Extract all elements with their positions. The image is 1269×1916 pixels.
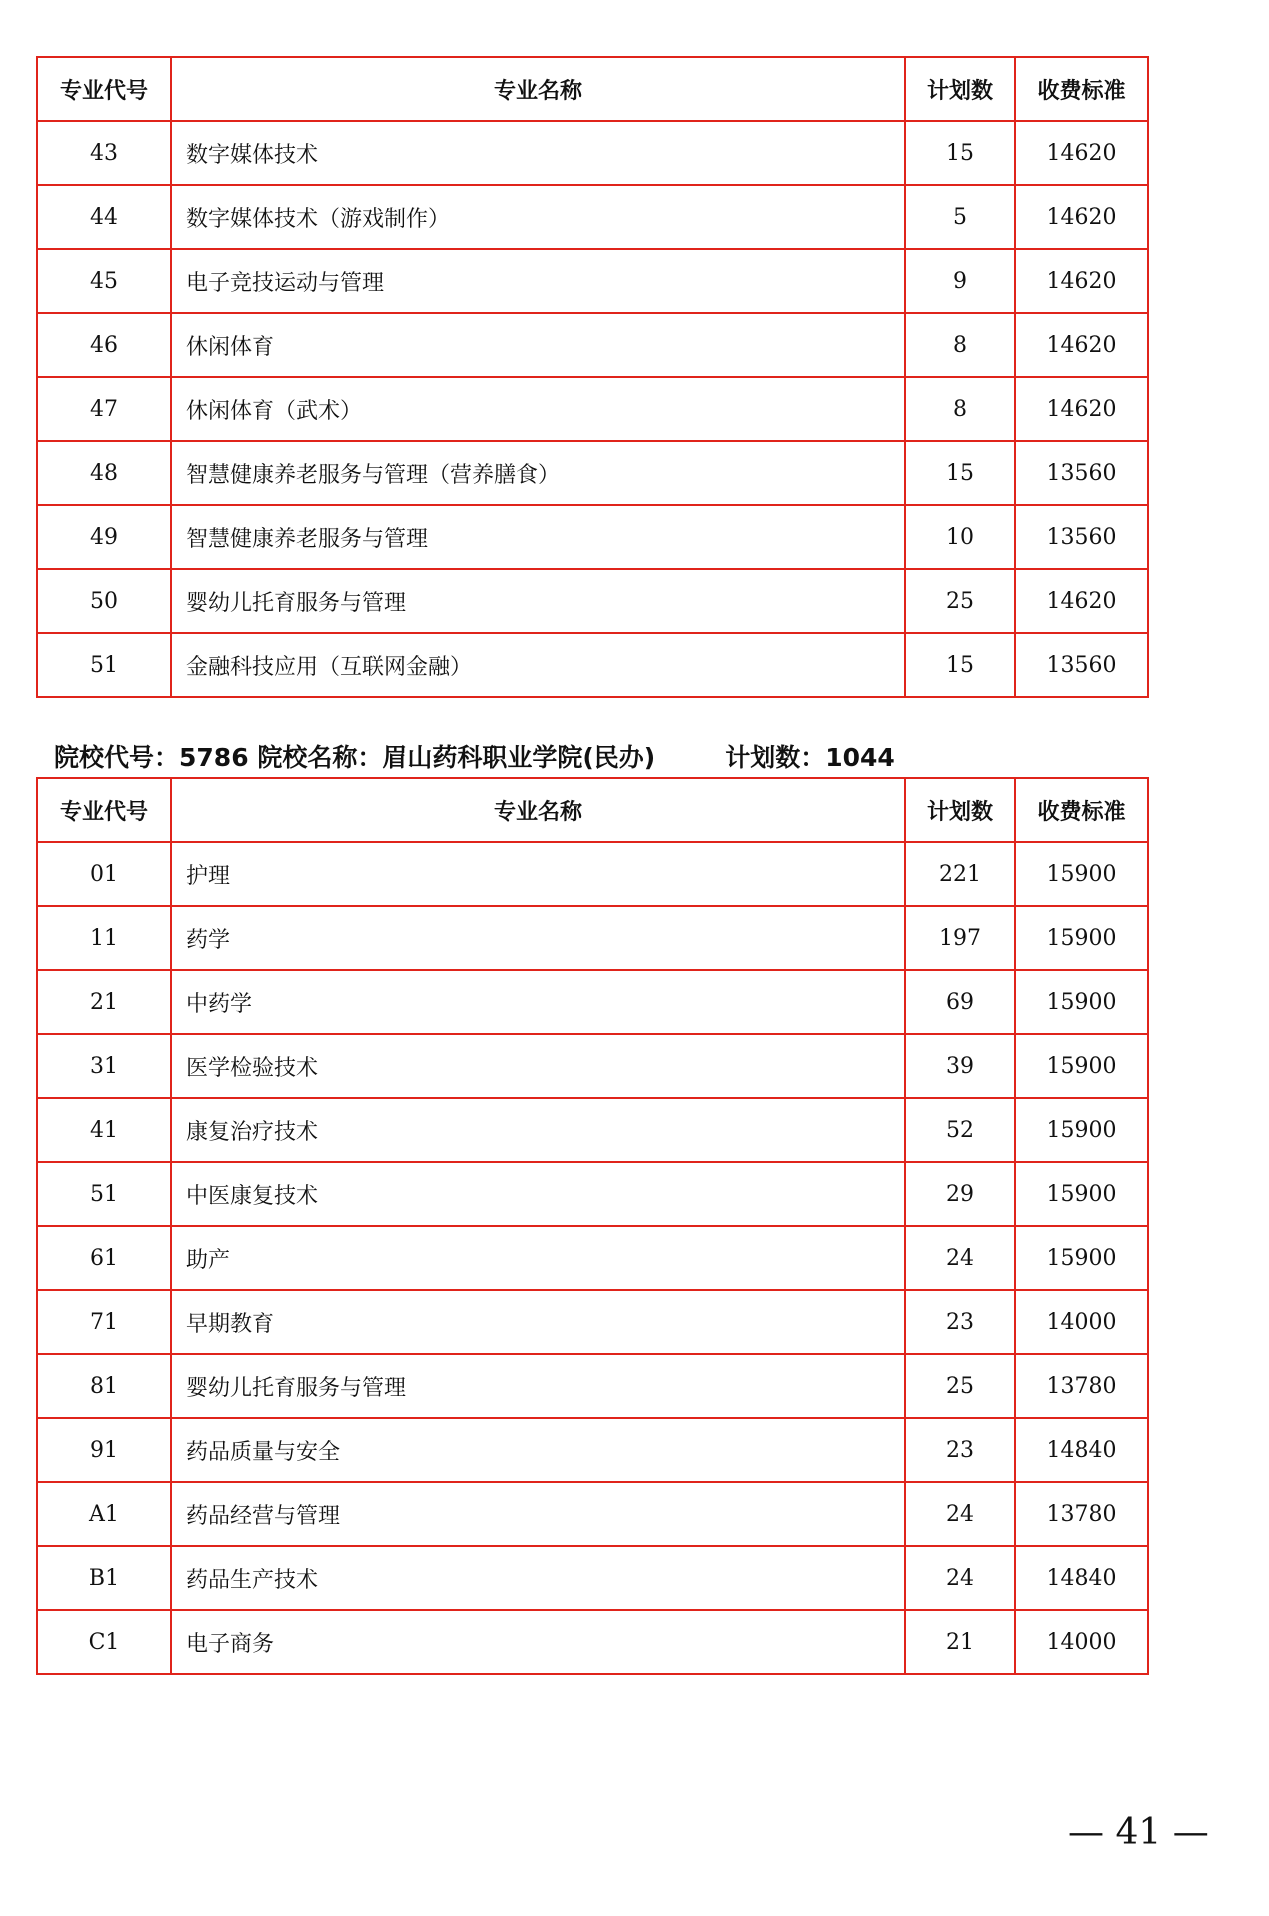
- table-row: [37, 505, 1148, 569]
- table-row: [37, 1226, 1148, 1290]
- major-name-cell: 护理: [171, 842, 905, 906]
- table-row: [37, 1418, 1148, 1482]
- major-name-cell: 数字媒体技术: [171, 121, 905, 185]
- table-row: [37, 569, 1148, 633]
- plan-count-cell: 8: [905, 377, 1015, 441]
- plan-count-cell: 52: [905, 1098, 1015, 1162]
- major-name-cell: 智慧健康养老服务与管理: [171, 505, 905, 569]
- fee-cell: 15900: [1015, 906, 1148, 970]
- table-row: [37, 249, 1148, 313]
- major-name-cell: 智慧健康养老服务与管理（营养膳食）: [171, 441, 905, 505]
- major-name-cell: 中药学: [171, 970, 905, 1034]
- major-code-cell: 81: [37, 1354, 171, 1418]
- major-code-cell: 91: [37, 1418, 171, 1482]
- header-code: 专业代号: [37, 778, 171, 842]
- major-code-cell: 11: [37, 906, 171, 970]
- school-plan-label: 计划数：: [725, 743, 826, 772]
- school-name: 眉山药科职业学院(民办): [382, 743, 656, 772]
- table-row: [37, 1034, 1148, 1098]
- fee-cell: 14840: [1015, 1546, 1148, 1610]
- major-code-cell: 48: [37, 441, 171, 505]
- major-name-cell: 电子商务: [171, 1610, 905, 1674]
- plan-count-cell: 23: [905, 1290, 1015, 1354]
- fee-cell: 15900: [1015, 1034, 1148, 1098]
- plan-count-cell: 25: [905, 569, 1015, 633]
- major-code-cell: 01: [37, 842, 171, 906]
- major-code-cell: 44: [37, 185, 171, 249]
- plan-count-cell: 8: [905, 313, 1015, 377]
- fee-cell: 15900: [1015, 1226, 1148, 1290]
- major-name-cell: 婴幼儿托育服务与管理: [171, 569, 905, 633]
- fee-cell: 15900: [1015, 842, 1148, 906]
- plan-count-cell: 25: [905, 1354, 1015, 1418]
- header-plan: 计划数: [905, 778, 1015, 842]
- header-fee: 收费标准: [1015, 57, 1148, 121]
- fee-cell: 15900: [1015, 1098, 1148, 1162]
- fee-cell: 14620: [1015, 569, 1148, 633]
- table-row: [37, 313, 1148, 377]
- plan-count-cell: 15: [905, 121, 1015, 185]
- fee-cell: 14620: [1015, 313, 1148, 377]
- plan-count-cell: 39: [905, 1034, 1015, 1098]
- major-name-cell: 中医康复技术: [171, 1162, 905, 1226]
- major-code-cell: C1: [37, 1610, 171, 1674]
- major-name-cell: 休闲体育（武术）: [171, 377, 905, 441]
- major-code-cell: 31: [37, 1034, 171, 1098]
- major-name-cell: 金融科技应用（互联网金融）: [171, 633, 905, 697]
- fee-cell: 14000: [1015, 1290, 1148, 1354]
- major-code-cell: 41: [37, 1098, 171, 1162]
- plan-count-cell: 15: [905, 633, 1015, 697]
- fee-cell: 13780: [1015, 1482, 1148, 1546]
- table-row: [37, 842, 1148, 906]
- plan-count-cell: 29: [905, 1162, 1015, 1226]
- plan-count-cell: 5: [905, 185, 1015, 249]
- table-row: [37, 970, 1148, 1034]
- major-table-2: [36, 777, 1149, 1675]
- fee-cell: 13560: [1015, 441, 1148, 505]
- header-fee: 收费标准: [1015, 778, 1148, 842]
- fee-cell: 14620: [1015, 121, 1148, 185]
- major-code-cell: 45: [37, 249, 171, 313]
- plan-count-cell: 10: [905, 505, 1015, 569]
- major-name-cell: 电子竞技运动与管理: [171, 249, 905, 313]
- table-row: [37, 1546, 1148, 1610]
- plan-count-cell: 15: [905, 441, 1015, 505]
- table-row: [37, 1354, 1148, 1418]
- table-row: [37, 1290, 1148, 1354]
- school-code-label: 院校代号：: [54, 743, 180, 772]
- major-name-cell: 药品质量与安全: [171, 1418, 905, 1482]
- major-code-cell: 46: [37, 313, 171, 377]
- major-code-cell: 50: [37, 569, 171, 633]
- table-row: [37, 441, 1148, 505]
- fee-cell: 14620: [1015, 377, 1148, 441]
- table-row: [37, 1162, 1148, 1226]
- fee-cell: 13560: [1015, 505, 1148, 569]
- table-row: [37, 1610, 1148, 1674]
- fee-cell: 14620: [1015, 249, 1148, 313]
- plan-count-cell: 197: [905, 906, 1015, 970]
- plan-count-cell: 21: [905, 1610, 1015, 1674]
- plan-count-cell: 221: [905, 842, 1015, 906]
- major-name-cell: 休闲体育: [171, 313, 905, 377]
- plan-count-cell: 24: [905, 1482, 1015, 1546]
- major-code-cell: 51: [37, 1162, 171, 1226]
- major-name-cell: 医学检验技术: [171, 1034, 905, 1098]
- plan-count-cell: 69: [905, 970, 1015, 1034]
- major-name-cell: 助产: [171, 1226, 905, 1290]
- fee-cell: 13780: [1015, 1354, 1148, 1418]
- plan-count-cell: 23: [905, 1418, 1015, 1482]
- school-info-line: [54, 738, 895, 774]
- major-code-cell: 43: [37, 121, 171, 185]
- table-row: [37, 1098, 1148, 1162]
- fee-cell: 14000: [1015, 1610, 1148, 1674]
- table-row: [37, 121, 1148, 185]
- plan-count-cell: 9: [905, 249, 1015, 313]
- table-row: [37, 633, 1148, 697]
- fee-cell: 14620: [1015, 185, 1148, 249]
- table-row: [37, 906, 1148, 970]
- table-1-body: [37, 121, 1148, 697]
- major-name-cell: 药学: [171, 906, 905, 970]
- table-header-row: [37, 778, 1148, 842]
- table-2-body: [37, 842, 1148, 1674]
- major-table-1: [36, 56, 1149, 698]
- major-code-cell: 47: [37, 377, 171, 441]
- major-code-cell: A1: [37, 1482, 171, 1546]
- table-row: [37, 185, 1148, 249]
- major-code-cell: 71: [37, 1290, 171, 1354]
- fee-cell: 14840: [1015, 1418, 1148, 1482]
- major-name-cell: 药品经营与管理: [171, 1482, 905, 1546]
- plan-count-cell: 24: [905, 1546, 1015, 1610]
- page-number: — 41 —: [1068, 1812, 1209, 1853]
- plan-count-cell: 24: [905, 1226, 1015, 1290]
- table-header-row: [37, 57, 1148, 121]
- major-code-cell: 61: [37, 1226, 171, 1290]
- school-code: 5786: [179, 743, 249, 772]
- major-name-cell: 早期教育: [171, 1290, 905, 1354]
- major-name-cell: 康复治疗技术: [171, 1098, 905, 1162]
- major-name-cell: 婴幼儿托育服务与管理: [171, 1354, 905, 1418]
- school-name-label: 院校名称：: [257, 743, 383, 772]
- header-plan: 计划数: [905, 57, 1015, 121]
- header-name: 专业名称: [171, 778, 905, 842]
- major-code-cell: 49: [37, 505, 171, 569]
- major-code-cell: 51: [37, 633, 171, 697]
- table-row: [37, 377, 1148, 441]
- fee-cell: 13560: [1015, 633, 1148, 697]
- major-name-cell: 药品生产技术: [171, 1546, 905, 1610]
- school-plan-count: 1044: [825, 743, 895, 772]
- fee-cell: 15900: [1015, 970, 1148, 1034]
- table-row: [37, 1482, 1148, 1546]
- major-code-cell: B1: [37, 1546, 171, 1610]
- header-code: 专业代号: [37, 57, 171, 121]
- fee-cell: 15900: [1015, 1162, 1148, 1226]
- header-name: 专业名称: [171, 57, 905, 121]
- major-code-cell: 21: [37, 970, 171, 1034]
- major-name-cell: 数字媒体技术（游戏制作）: [171, 185, 905, 249]
